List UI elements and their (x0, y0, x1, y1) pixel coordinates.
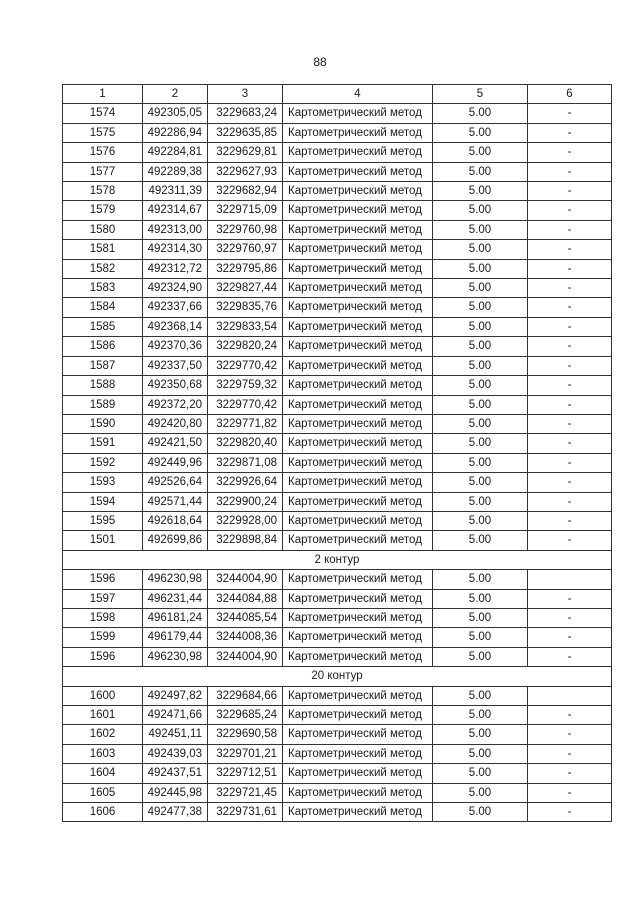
table-cell: - (528, 414, 612, 433)
table-cell: 5.00 (433, 453, 528, 472)
table-row (63, 201, 612, 220)
table-cell: 496181,24 (143, 608, 208, 627)
table-cell: 3229759,32 (208, 376, 283, 395)
table-cell: 3229684,66 (208, 686, 283, 705)
table-cell: 3229627,93 (208, 162, 283, 181)
table-cell: Картометрический метод (283, 395, 433, 414)
table-cell: 5.00 (433, 706, 528, 725)
table-row (63, 220, 612, 239)
table-row (63, 647, 612, 666)
table-cell: 492618,64 (143, 511, 208, 530)
table-cell: 3229760,98 (208, 220, 283, 239)
table-cell: Картометрический метод (283, 104, 433, 123)
table-cell: 3244085,54 (208, 608, 283, 627)
table-cell: Картометрический метод (283, 376, 433, 395)
table-row (63, 531, 612, 550)
table-cell: - (528, 317, 612, 336)
table-cell: 492420,80 (143, 414, 208, 433)
column-header: 5 (433, 85, 528, 104)
table-cell: - (528, 182, 612, 201)
table-cell: 492314,30 (143, 240, 208, 259)
table-cell: 5.00 (433, 647, 528, 666)
table-cell: 3229682,94 (208, 182, 283, 201)
table-cell: 5.00 (433, 182, 528, 201)
table-cell: 5.00 (433, 104, 528, 123)
table-row (63, 744, 612, 763)
section-title-row (63, 550, 612, 569)
table-cell: 1594 (63, 492, 143, 511)
table-cell: 1589 (63, 395, 143, 414)
table-cell: 3229827,44 (208, 279, 283, 298)
table-cell: Картометрический метод (283, 686, 433, 705)
table-cell: 1595 (63, 511, 143, 530)
table-cell: 5.00 (433, 744, 528, 763)
table-row (63, 764, 612, 783)
table-cell: - (528, 706, 612, 725)
section-title: 2 контур (63, 550, 612, 569)
table-cell: Картометрический метод (283, 492, 433, 511)
table-cell: 5.00 (433, 764, 528, 783)
table-cell: 492312,72 (143, 259, 208, 278)
table-cell: 1606 (63, 803, 143, 822)
table-cell: Картометрический метод (283, 123, 433, 142)
table-cell: Картометрический метод (283, 240, 433, 259)
table-cell: 1601 (63, 706, 143, 725)
table-cell: Картометрический метод (283, 259, 433, 278)
table-cell: 3229770,42 (208, 356, 283, 375)
table-cell: - (528, 511, 612, 530)
table-row (63, 376, 612, 395)
table-cell: - (528, 783, 612, 802)
coordinates-table (62, 84, 612, 822)
table-cell: 5.00 (433, 356, 528, 375)
table-cell: 492337,50 (143, 356, 208, 375)
table-cell: Картометрический метод (283, 298, 433, 317)
table-cell: 5.00 (433, 783, 528, 802)
table-cell: 492372,20 (143, 395, 208, 414)
table-cell: 3229926,64 (208, 473, 283, 492)
table-cell: 1582 (63, 259, 143, 278)
table-cell: - (528, 104, 612, 123)
table-cell: 1579 (63, 201, 143, 220)
table-cell: 5.00 (433, 240, 528, 259)
table-cell: Картометрический метод (283, 531, 433, 550)
table-row (63, 628, 612, 647)
table-cell: 5.00 (433, 803, 528, 822)
table-cell: 3244004,90 (208, 570, 283, 589)
table-row (63, 240, 612, 259)
table-cell: 1586 (63, 337, 143, 356)
table-cell: Картометрический метод (283, 434, 433, 453)
table-row (63, 317, 612, 336)
table-cell: 1599 (63, 628, 143, 647)
table-cell: Картометрический метод (283, 162, 433, 181)
table-cell: - (528, 628, 612, 647)
table-cell: Картометрический метод (283, 182, 433, 201)
table-cell: 492699,86 (143, 531, 208, 550)
table-cell: Картометрический метод (283, 220, 433, 239)
table-cell: 5.00 (433, 686, 528, 705)
table-cell: 5.00 (433, 608, 528, 627)
table-cell: - (528, 337, 612, 356)
table-cell: 1501 (63, 531, 143, 550)
table-cell: - (528, 201, 612, 220)
table-cell: 496231,44 (143, 589, 208, 608)
table-cell: - (528, 220, 612, 239)
table-cell: 1575 (63, 123, 143, 142)
section-title: 20 контур (63, 667, 612, 686)
column-header: 1 (63, 85, 143, 104)
table-cell: 5.00 (433, 259, 528, 278)
table-cell: Картометрический метод (283, 589, 433, 608)
table-cell: 3229712,51 (208, 764, 283, 783)
table-cell: Картометрический метод (283, 453, 433, 472)
table-cell: - (528, 298, 612, 317)
table-cell: 5.00 (433, 220, 528, 239)
table-cell: - (528, 376, 612, 395)
table-cell: 492286,94 (143, 123, 208, 142)
table-row (63, 783, 612, 802)
table-cell: 5.00 (433, 201, 528, 220)
table-cell: - (528, 356, 612, 375)
table-row (63, 706, 612, 725)
table-cell: 1583 (63, 279, 143, 298)
table-cell: 492311,39 (143, 182, 208, 201)
table-cell: 5.00 (433, 473, 528, 492)
table-cell: 3229820,24 (208, 337, 283, 356)
table-cell: 1574 (63, 104, 143, 123)
table-row (63, 434, 612, 453)
table-cell: Картометрический метод (283, 725, 433, 744)
table-cell: 492350,68 (143, 376, 208, 395)
table-cell: 5.00 (433, 162, 528, 181)
table-row (63, 414, 612, 433)
table-cell: Картометрический метод (283, 803, 433, 822)
table-cell: 3229820,40 (208, 434, 283, 453)
table-cell: 496179,44 (143, 628, 208, 647)
table-cell: - (528, 531, 612, 550)
table-cell: 5.00 (433, 414, 528, 433)
table-cell: 492337,66 (143, 298, 208, 317)
table-cell: 1593 (63, 473, 143, 492)
table-row (63, 259, 612, 278)
table-cell: 5.00 (433, 298, 528, 317)
table-cell: 492324,90 (143, 279, 208, 298)
table-cell: - (528, 395, 612, 414)
table-cell: 492477,38 (143, 803, 208, 822)
table-cell: 492571,44 (143, 492, 208, 511)
table-cell: 496230,98 (143, 570, 208, 589)
table-cell: - (528, 492, 612, 511)
table-cell: 492526,64 (143, 473, 208, 492)
table-cell: 3229715,09 (208, 201, 283, 220)
table-cell: Картометрический метод (283, 414, 433, 433)
table-cell: 492471,66 (143, 706, 208, 725)
table-cell: - (528, 143, 612, 162)
table-cell: 3229770,42 (208, 395, 283, 414)
table-cell: - (528, 240, 612, 259)
table-row (63, 589, 612, 608)
table-row (63, 725, 612, 744)
table-cell: 5.00 (433, 628, 528, 647)
table-row (63, 511, 612, 530)
table-row (63, 608, 612, 627)
table-cell: 5.00 (433, 123, 528, 142)
table-cell: - (528, 162, 612, 181)
table-cell: - (528, 608, 612, 627)
table-cell: 3229771,82 (208, 414, 283, 433)
table-cell: 1591 (63, 434, 143, 453)
table-cell: 3229701,21 (208, 744, 283, 763)
page-number: 88 (313, 55, 327, 69)
table-cell: 1585 (63, 317, 143, 336)
table-cell: 1578 (63, 182, 143, 201)
section-title-row (63, 667, 612, 686)
table-cell: 5.00 (433, 725, 528, 744)
table-cell: Картометрический метод (283, 143, 433, 162)
coordinates-table-body (63, 85, 612, 822)
table-cell: - (528, 647, 612, 666)
table-cell: 5.00 (433, 531, 528, 550)
table-cell: - (528, 764, 612, 783)
table-cell: 5.00 (433, 317, 528, 336)
table-cell: - (528, 803, 612, 822)
table-cell: - (528, 453, 612, 472)
table-cell: 1596 (63, 647, 143, 666)
table-cell: Картометрический метод (283, 647, 433, 666)
table-cell: - (528, 473, 612, 492)
column-header: 3 (208, 85, 283, 104)
table-cell: 492368,14 (143, 317, 208, 336)
table-cell: 1598 (63, 608, 143, 627)
table-cell: Картометрический метод (283, 783, 433, 802)
table-cell: 5.00 (433, 279, 528, 298)
table-cell: Картометрический метод (283, 337, 433, 356)
table-cell: Картометрический метод (283, 570, 433, 589)
table-cell: 492284,81 (143, 143, 208, 162)
table-cell: 1592 (63, 453, 143, 472)
table-row (63, 143, 612, 162)
table-cell: 5.00 (433, 570, 528, 589)
table-cell (528, 570, 612, 589)
table-row (63, 104, 612, 123)
table-row (63, 162, 612, 181)
table-cell: 3244008,36 (208, 628, 283, 647)
table-cell: 5.00 (433, 143, 528, 162)
table-cell: 492437,51 (143, 764, 208, 783)
table-cell: 492449,96 (143, 453, 208, 472)
table-cell: Картометрический метод (283, 473, 433, 492)
table-cell: 3229833,54 (208, 317, 283, 336)
table-cell: 492305,05 (143, 104, 208, 123)
table-row (63, 182, 612, 201)
table-cell: 1577 (63, 162, 143, 181)
table-cell: 5.00 (433, 434, 528, 453)
column-header: 4 (283, 85, 433, 104)
table-row (63, 123, 612, 142)
table-cell: Картометрический метод (283, 511, 433, 530)
table-row (63, 453, 612, 472)
table-row (63, 337, 612, 356)
table-cell: Картометрический метод (283, 317, 433, 336)
table-cell: 5.00 (433, 511, 528, 530)
table-cell: 3229683,24 (208, 104, 283, 123)
table-cell: 3229871,08 (208, 453, 283, 472)
table-cell: - (528, 123, 612, 142)
table-cell: 3229635,85 (208, 123, 283, 142)
table-cell: 3229690,58 (208, 725, 283, 744)
table-cell: 1597 (63, 589, 143, 608)
table-cell: Картометрический метод (283, 628, 433, 647)
table-row (63, 803, 612, 822)
table-cell: 3244004,90 (208, 647, 283, 666)
table-cell: - (528, 279, 612, 298)
table-cell: 1580 (63, 220, 143, 239)
table-cell: 492314,67 (143, 201, 208, 220)
table-cell: 5.00 (433, 492, 528, 511)
table-cell: 3229685,24 (208, 706, 283, 725)
table-cell: - (528, 259, 612, 278)
table-cell: Картометрический метод (283, 279, 433, 298)
table-cell: 492421,50 (143, 434, 208, 453)
table-cell: 1587 (63, 356, 143, 375)
table-cell: 3229835,76 (208, 298, 283, 317)
table-header-row (63, 85, 612, 104)
table-cell: 492289,38 (143, 162, 208, 181)
table-cell: 1590 (63, 414, 143, 433)
table-cell: - (528, 725, 612, 744)
table-cell: 3229898,84 (208, 531, 283, 550)
table-cell: 1603 (63, 744, 143, 763)
table-cell: 3229928,00 (208, 511, 283, 530)
table-cell: 3244084,88 (208, 589, 283, 608)
table-cell: 3229760,97 (208, 240, 283, 259)
table-row (63, 492, 612, 511)
table-row (63, 686, 612, 705)
table-cell: - (528, 589, 612, 608)
table-cell: 492313,00 (143, 220, 208, 239)
table-cell: Картометрический метод (283, 356, 433, 375)
table-cell: 1588 (63, 376, 143, 395)
table-row (63, 298, 612, 317)
table-row (63, 356, 612, 375)
table-cell: 5.00 (433, 337, 528, 356)
table-cell: 3229731,61 (208, 803, 283, 822)
table-cell: - (528, 434, 612, 453)
table-cell: 1604 (63, 764, 143, 783)
table-row (63, 473, 612, 492)
table-cell: Картометрический метод (283, 608, 433, 627)
table-cell: 5.00 (433, 395, 528, 414)
table-row (63, 570, 612, 589)
table-cell (528, 686, 612, 705)
table-cell: 5.00 (433, 376, 528, 395)
table-cell: 492497,82 (143, 686, 208, 705)
column-header: 2 (143, 85, 208, 104)
table-cell: 496230,98 (143, 647, 208, 666)
table-cell: 1600 (63, 686, 143, 705)
table-cell: 492370,36 (143, 337, 208, 356)
table-cell: Картометрический метод (283, 706, 433, 725)
table-cell: Картометрический метод (283, 201, 433, 220)
table-cell: Картометрический метод (283, 764, 433, 783)
table-cell: 3229795,86 (208, 259, 283, 278)
table-cell: 1596 (63, 570, 143, 589)
table-row (63, 395, 612, 414)
table-cell: - (528, 744, 612, 763)
table-cell: 492439,03 (143, 744, 208, 763)
table-cell: 1581 (63, 240, 143, 259)
table-cell: 3229629,81 (208, 143, 283, 162)
table-cell: 492451,11 (143, 725, 208, 744)
table-cell: 1584 (63, 298, 143, 317)
table-cell: 1576 (63, 143, 143, 162)
table-cell: 1605 (63, 783, 143, 802)
table-cell: Картометрический метод (283, 744, 433, 763)
table-cell: 3229900,24 (208, 492, 283, 511)
table-cell: 5.00 (433, 589, 528, 608)
table-row (63, 279, 612, 298)
table-cell: 3229721,45 (208, 783, 283, 802)
column-header: 6 (528, 85, 612, 104)
table-cell: 492445,98 (143, 783, 208, 802)
table-cell: 1602 (63, 725, 143, 744)
